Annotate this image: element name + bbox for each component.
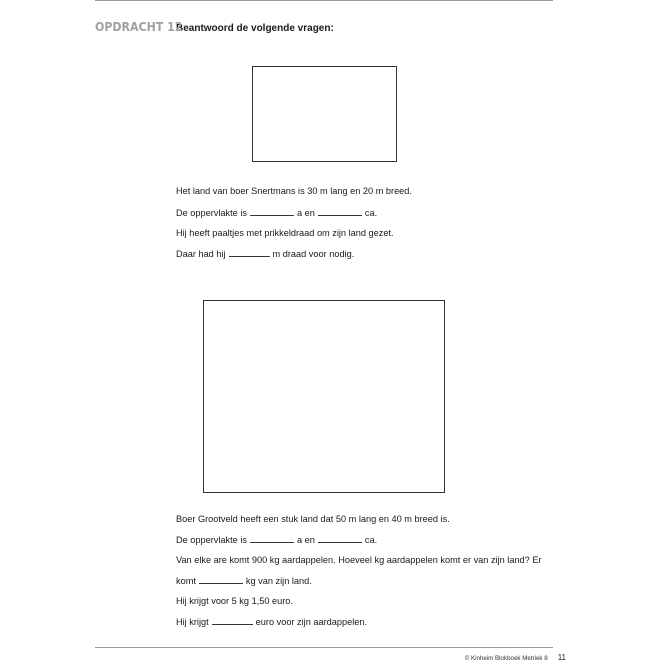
q1-area-prefix: De oppervlakte is xyxy=(176,208,247,218)
q1-wire-line xyxy=(176,247,354,260)
q2-are-answer-blank[interactable] xyxy=(250,533,294,543)
page-number: 11 xyxy=(557,653,566,662)
q2-yield-prefix: komt xyxy=(176,576,196,586)
q1-ca-answer-blank[interactable] xyxy=(318,206,362,216)
exercise-label: OPDRACHT 12 xyxy=(95,19,183,34)
q2-yield-answer-blank[interactable] xyxy=(199,574,243,584)
q2-price-statement: Hij krijgt voor 5 kg 1,50 euro. xyxy=(176,596,293,606)
top-divider xyxy=(95,0,553,1)
copyright-text: © Kinheim Blokboek Metriek 8 xyxy=(464,655,548,662)
land-rectangle-grootveld xyxy=(203,300,445,493)
q2-yield-suffix: kg van zijn land. xyxy=(245,576,312,586)
q2-yield-question: Van elke are komt 900 kg aardappelen. Hoeveel kg aardappelen komt er van zijn land? Er xyxy=(176,555,542,565)
q2-income-line xyxy=(176,615,367,628)
q2-income-prefix: Hij krijgt xyxy=(176,617,209,627)
q2-ca-answer-blank[interactable] xyxy=(318,533,362,543)
q1-statement: Het land van boer Snertmans is 30 m lang en 20 m breed. xyxy=(176,186,412,196)
q2-area-middle: a en xyxy=(296,535,315,545)
bottom-divider xyxy=(95,647,553,648)
page-footer xyxy=(465,653,566,662)
q2-statement: Boer Grootveld heeft een stuk land dat 50 m lang en 40 m breed is. xyxy=(176,514,450,524)
q2-income-answer-blank[interactable] xyxy=(212,615,253,625)
q1-area-suffix: ca. xyxy=(364,208,378,218)
q1-wire-prefix: Daar had hij xyxy=(176,249,226,259)
q1-area-middle: a en xyxy=(296,208,315,218)
exercise-instruction: Beantwoord de volgende vragen: xyxy=(176,23,334,34)
q2-yield-line xyxy=(176,574,312,587)
q1-are-answer-blank[interactable] xyxy=(250,206,294,216)
q1-wire-suffix: m draad voor nodig. xyxy=(272,249,355,259)
q1-area-line xyxy=(176,206,377,219)
q2-area-line xyxy=(176,533,377,546)
q2-area-suffix: ca. xyxy=(364,535,378,545)
q1-wire-answer-blank[interactable] xyxy=(229,247,270,257)
q1-fence-statement: Hij heeft paaltjes met prikkeldraad om zijn land gezet. xyxy=(176,228,394,238)
exercise-header xyxy=(95,19,334,34)
land-rectangle-snertmans xyxy=(252,66,397,162)
q2-area-prefix: De oppervlakte is xyxy=(176,535,247,545)
q2-income-suffix: euro voor zijn aardappelen. xyxy=(255,617,368,627)
